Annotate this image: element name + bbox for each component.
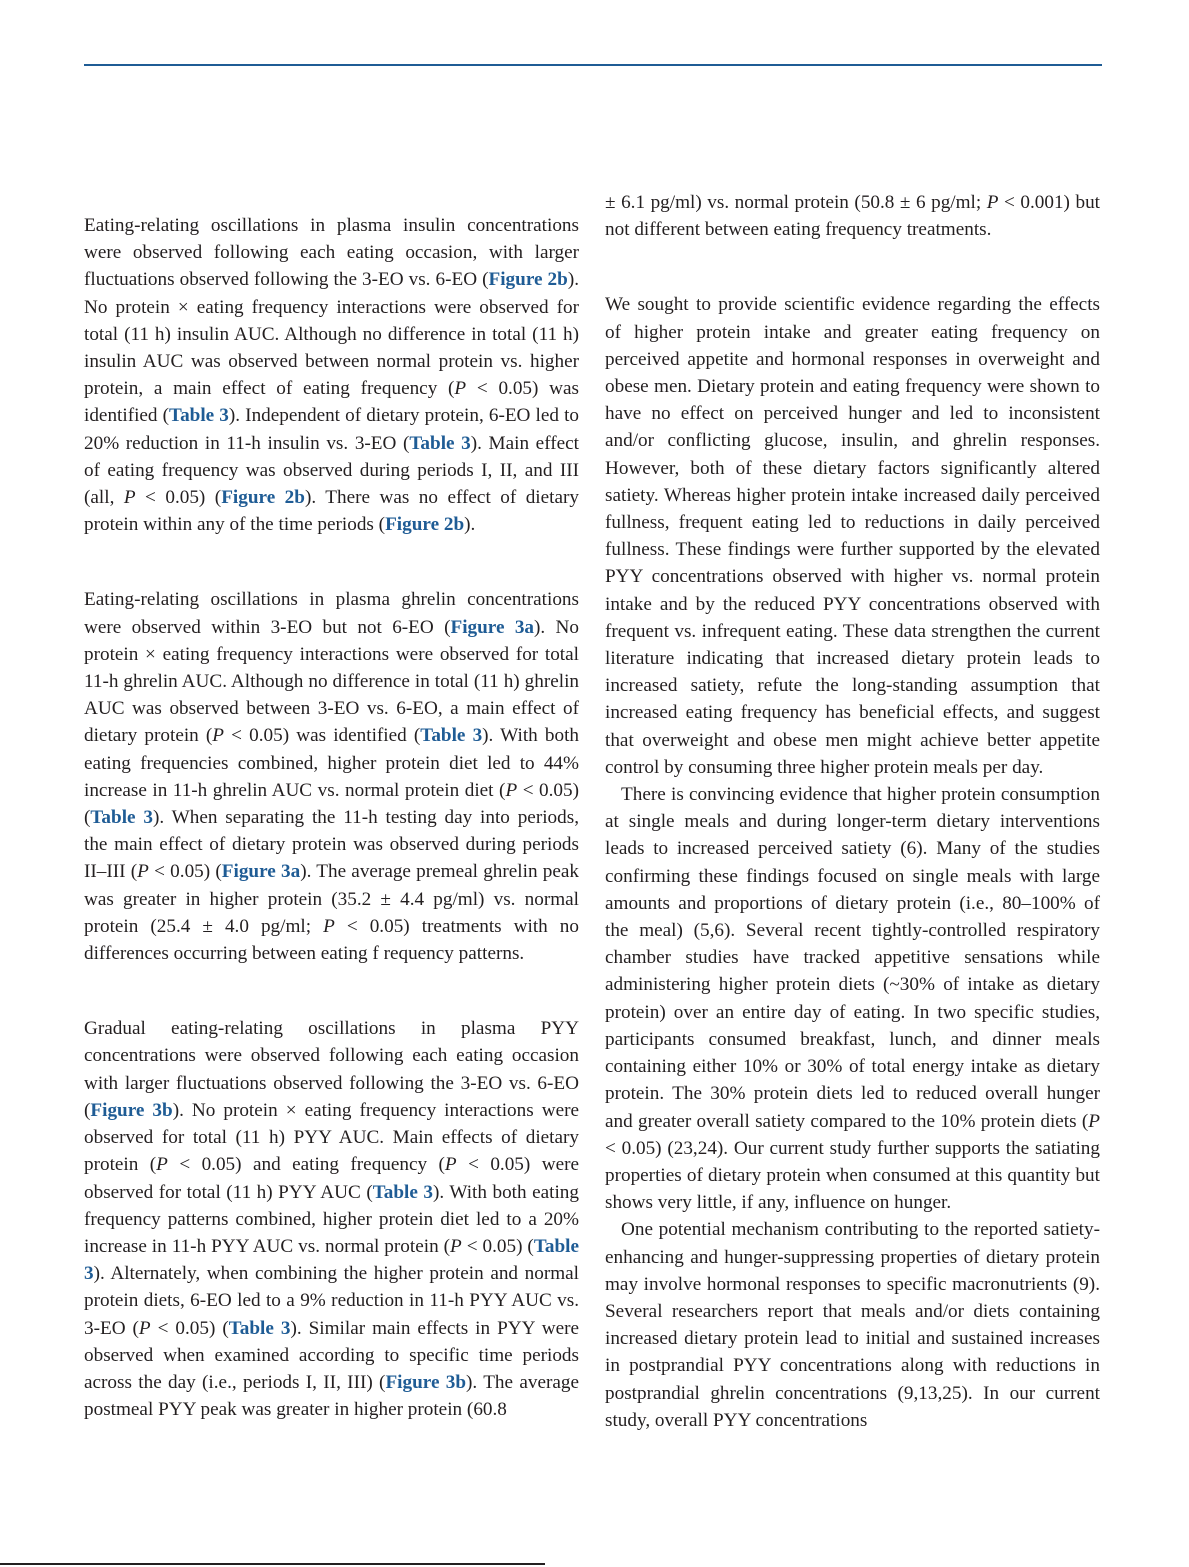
paragraph-discussion-hormonal-mechanism bbox=[605, 1216, 1100, 1434]
italic-symbol: P bbox=[450, 1235, 462, 1257]
cross-reference-link[interactable]: Figure 3b bbox=[385, 1371, 467, 1393]
cross-reference-link[interactable]: Table 3 bbox=[409, 432, 471, 454]
italic-symbol: P bbox=[1088, 1110, 1100, 1132]
text-run: < 0.05) ( bbox=[135, 487, 222, 509]
paragraph-pyy bbox=[84, 1015, 579, 1423]
text-run: ). Main effect of eating frequency was observed during periods I, II, and III (all, bbox=[84, 432, 579, 509]
text-run: < 0.05) was identified ( bbox=[84, 378, 579, 427]
text-run: ). When separating the 11-h testing day into periods, the main effect of dietary protein was observed during periods II–III ( bbox=[84, 807, 579, 883]
text-run: < 0.05) treatments with no differences occurring between eating f requency patterns. bbox=[84, 915, 579, 965]
section-gap bbox=[84, 538, 579, 586]
right-column bbox=[605, 189, 1100, 1434]
text-run: ). Alternately, when combining the higher protein and normal protein diets, 6-EO led to a 9% reduction in 11-h PYY AUC vs. 3-EO ( bbox=[84, 1263, 579, 1339]
cross-reference-link[interactable]: Figure 3b bbox=[90, 1099, 173, 1121]
text-run: < 0.05) ( bbox=[150, 1317, 229, 1339]
italic-symbol: P bbox=[323, 915, 335, 937]
italic-symbol: P bbox=[123, 487, 136, 509]
italic-symbol: P bbox=[156, 1154, 168, 1176]
text-run: ± 6.1 pg/ml) vs. normal protein (50.8 ± 6 pg/ml; bbox=[605, 192, 987, 213]
text-run: ). No protein × eating frequency interactions were observed for total (11 h) insulin AUC. Although no difference in total (11 h) insulin AUC was observed between normal protein vs. higher protein, a main effect of eating frequency ( bbox=[84, 269, 579, 400]
paragraph-insulin bbox=[84, 212, 579, 538]
text-run: < 0.05) ( bbox=[84, 779, 580, 829]
text-run: ). No protein × eating frequency interactions were observed for total 11-h ghrelin AUC. Although no difference in total (11 h) ghrelin AUC was observed between 3-EO vs. 6-EO, a main effect of dietary protein ( bbox=[84, 616, 579, 747]
text-run: ). Independent of dietary protein, 6-EO led to 20% reduction in 11-h insulin vs. 3-EO ( bbox=[84, 405, 579, 454]
section-gap bbox=[605, 243, 1100, 291]
cross-reference-link[interactable]: Figure 2b bbox=[488, 269, 568, 291]
text-run: ). No protein × eating frequency interactions were observed for total (11 h) PYY AUC. Main effects of dietary protein ( bbox=[84, 1099, 579, 1176]
left-column bbox=[84, 212, 579, 1423]
text-run: < 0.05) and eating frequency ( bbox=[167, 1154, 445, 1176]
cross-reference-link[interactable]: Table 3 bbox=[169, 405, 229, 427]
text-run: < 0.05) was identified ( bbox=[224, 725, 421, 747]
text-run: ). Similar main effects in PYY were observed when examined according to specific time periods across the day (i.e., periods I, II, III) ( bbox=[84, 1317, 579, 1393]
paragraph-pyy-continuation bbox=[605, 189, 1100, 243]
text-run: ). With both eating frequencies combined, higher protein diet led to 44% increase in 11-h ghrelin AUC vs. normal protein diet ( bbox=[84, 725, 579, 801]
cross-reference-link[interactable]: Table 3 bbox=[90, 807, 153, 829]
text-run: < 0.05) were observed for total (11 h) PYY AUC ( bbox=[84, 1154, 579, 1203]
paragraph-discussion-protein-satiety bbox=[605, 781, 1100, 1216]
italic-symbol: P bbox=[137, 861, 149, 883]
italic-symbol: P bbox=[454, 378, 467, 400]
text-run: ). bbox=[464, 514, 476, 536]
cross-reference-link[interactable]: Table 3 bbox=[420, 725, 483, 747]
text-run: Eating-relating oscillations in plasma insulin concentrations were observed following each eating occasion, with larger fluctuations observed following the 3-EO vs. 6-EO ( bbox=[84, 215, 579, 291]
paragraph-ghrelin bbox=[84, 586, 579, 967]
text-run: < 0.05) ( bbox=[461, 1235, 534, 1257]
text-run: < 0.001) but not different between eating frequency treatments. bbox=[605, 192, 1100, 241]
section-gap bbox=[84, 967, 579, 1015]
cross-reference-link[interactable]: Table 3 bbox=[84, 1235, 579, 1285]
text-run: Eating-relating oscillations in plasma ghrelin concentrations were observed within 3-EO but not 6-EO ( bbox=[84, 589, 579, 638]
text-run: ). With both eating frequency patterns combined, higher protein diet led to a 20% increase in 11-h PYY AUC vs. normal protein ( bbox=[84, 1181, 579, 1257]
italic-symbol: P bbox=[138, 1317, 151, 1339]
text-run: Gradual eating-relating oscillations in plasma PYY concentrations were observed following each eating occasion with larger fluctuations observed following the 3-EO vs. 6-EO ( bbox=[84, 1018, 579, 1121]
text-run: There is convincing evidence that higher protein consumption at single meals and during longer-term dietary interventions leads to increased perceived satiety (6). Many of the studies confirming these findings focused on single meals with large amounts and proportions of dietary protein (i.e., 80–100% of the meal) (5,6). Several recent tightly-controlled respiratory chamber studies have tracked appetitive sensations while administering higher protein diets (~30% of intake as dietary protein) over an entire day of eating. In two specific studies, participants consumed breakfast, lunch, and dinner meals containing either 10% or 30% of total energy intake as dietary protein. The 30% protein diets led to reduced overall hunger and greater overall satiety compared to the 10% protein diets ( bbox=[605, 784, 1100, 1132]
italic-symbol: P bbox=[212, 725, 225, 747]
text-run: ). There was no effect of dietary protein within any of the time periods ( bbox=[84, 487, 579, 536]
text-run: ). The average postmeal PYY peak was greater in higher protein (60.8 bbox=[84, 1371, 579, 1421]
cross-reference-link[interactable]: Table 3 bbox=[372, 1181, 433, 1203]
cross-reference-link[interactable]: Figure 2b bbox=[221, 487, 305, 509]
paragraph-discussion-summary bbox=[605, 291, 1100, 781]
cross-reference-link[interactable]: Figure 2b bbox=[385, 514, 465, 536]
text-run: < 0.05) (23,24). Our current study further supports the satiating properties of dietary protein when consumed at this quantity but shows very little, if any, influence on hunger. bbox=[605, 1137, 1100, 1214]
text-run: One potential mechanism contributing to the reported satiety-enhancing and hunger-suppressing properties of dietary protein may involve hormonal responses to specific macronutrients (9). Several researchers report that meals and/or diets containing increased dietary protein lead to initial and sustained increases in postprandial PYY concentrations along with reductions in postprandial ghrelin concentrations (9,13,25). In our current study, overall PYY concentrations bbox=[605, 1219, 1100, 1431]
cross-reference-link[interactable]: Table 3 bbox=[228, 1317, 291, 1339]
text-run: < 0.05) ( bbox=[148, 861, 222, 883]
italic-symbol: P bbox=[505, 779, 518, 801]
cross-reference-link[interactable]: Figure 3a bbox=[221, 861, 301, 883]
italic-symbol: P bbox=[986, 192, 999, 213]
header-rule bbox=[84, 64, 1102, 66]
footer-rule bbox=[0, 1563, 545, 1565]
italic-symbol: P bbox=[444, 1154, 457, 1176]
text-run: We sought to provide scientific evidence regarding the effects of higher protein intake and greater eating frequency on perceived appetite and hormonal responses in overweight and obese men. Dietary protein and eating frequency were shown to have no effect on perceived hunger and led to inconsistent and/or conflicting glucose, insulin, and ghrelin responses. However, both of these dietary factors significantly altered satiety. Whereas higher protein intake increased daily perceived fullness, frequent eating led to reductions in daily perceived fullness. These findings were further supported by the elevated PYY concentrations observed with higher vs. normal protein intake and by the reduced PYY concentrations observed with frequent vs. infrequent eating. These data strengthen the current literature indicating that increased dietary protein leads to increased satiety, refute the long-standing assumption that increased eating frequency has beneficial effects, and suggest that overweight and obese men might achieve better appetite control by consuming three higher protein meals per day. bbox=[605, 294, 1100, 778]
text-run: ). The average premeal ghrelin peak was greater in higher protein (35.2 ± 4.4 pg/ml) vs. normal protein (25.4 ± 4.0 pg/ml; bbox=[84, 861, 579, 937]
cross-reference-link[interactable]: Figure 3a bbox=[450, 616, 535, 638]
